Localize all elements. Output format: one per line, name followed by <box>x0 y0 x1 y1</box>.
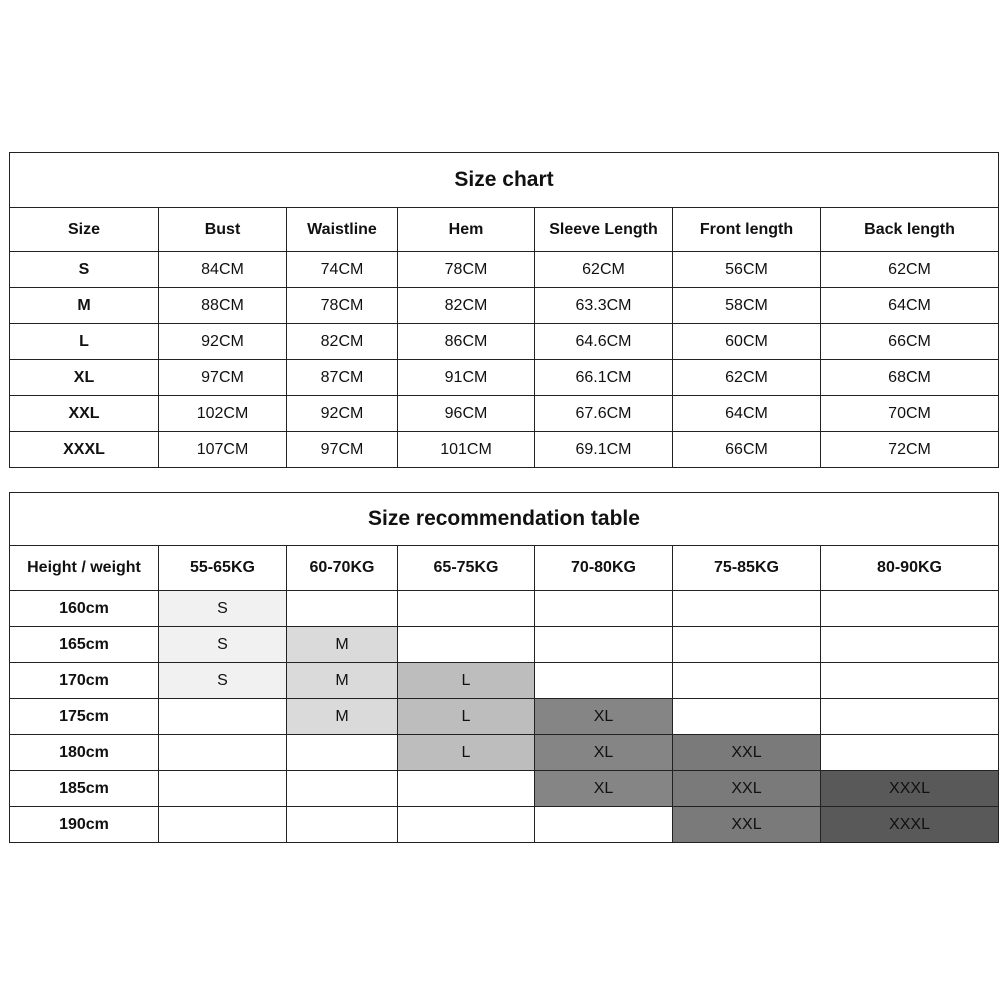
empty-cell <box>287 735 398 771</box>
column-header-waistline: Waistline <box>287 208 398 252</box>
empty-cell <box>159 699 287 735</box>
size-label: S <box>10 252 159 288</box>
table-row <box>10 288 999 324</box>
size-label: M <box>10 288 159 324</box>
column-header-height-weight: Height / weight <box>10 546 159 591</box>
measurement-cell: 62CM <box>821 252 999 288</box>
column-header-size: Size <box>10 208 159 252</box>
recommended-size-cell: M <box>287 627 398 663</box>
measurement-cell: 78CM <box>287 288 398 324</box>
size-label: XXL <box>10 396 159 432</box>
measurement-cell: 72CM <box>821 432 999 468</box>
recommended-size-cell: S <box>159 627 287 663</box>
recommended-size-cell: M <box>287 663 398 699</box>
measurement-cell: 107CM <box>159 432 287 468</box>
recommended-size-cell: XXXL <box>821 771 999 807</box>
measurement-cell: 66CM <box>821 324 999 360</box>
measurement-cell: 68CM <box>821 360 999 396</box>
measurement-cell: 87CM <box>287 360 398 396</box>
table-row <box>10 627 999 663</box>
measurement-cell: 60CM <box>673 324 821 360</box>
table-row <box>10 396 999 432</box>
empty-cell <box>673 699 821 735</box>
measurement-cell: 64CM <box>821 288 999 324</box>
recommendation-body <box>10 591 999 843</box>
measurement-cell: 66.1CM <box>535 360 673 396</box>
measurement-cell: 102CM <box>159 396 287 432</box>
column-header-sleeve-length: Sleeve Length <box>535 208 673 252</box>
measurement-cell: 96CM <box>398 396 535 432</box>
height-label: 170cm <box>10 663 159 699</box>
column-header-bust: Bust <box>159 208 287 252</box>
table-row <box>10 324 999 360</box>
measurement-cell: 64.6CM <box>535 324 673 360</box>
empty-cell <box>398 591 535 627</box>
measurement-cell: 86CM <box>398 324 535 360</box>
measurement-cell: 97CM <box>287 432 398 468</box>
height-label: 160cm <box>10 591 159 627</box>
measurement-cell: 92CM <box>159 324 287 360</box>
height-label: 175cm <box>10 699 159 735</box>
column-header-weight-4: 70-80KG <box>535 546 673 591</box>
recommendation-title: Size recommendation table <box>10 493 999 546</box>
column-header-weight-5: 75-85KG <box>673 546 821 591</box>
empty-cell <box>821 735 999 771</box>
measurement-cell: 97CM <box>159 360 287 396</box>
size-chart-title: Size chart <box>10 153 999 208</box>
table-row <box>10 663 999 699</box>
recommended-size-cell: L <box>398 735 535 771</box>
empty-cell <box>535 591 673 627</box>
recommended-size-cell: XL <box>535 771 673 807</box>
empty-cell <box>821 663 999 699</box>
height-label: 185cm <box>10 771 159 807</box>
measurement-cell: 82CM <box>398 288 535 324</box>
height-label: 165cm <box>10 627 159 663</box>
recommended-size-cell: XXL <box>673 807 821 843</box>
empty-cell <box>398 771 535 807</box>
measurement-cell: 101CM <box>398 432 535 468</box>
table-row <box>10 771 999 807</box>
measurement-cell: 56CM <box>673 252 821 288</box>
empty-cell <box>398 807 535 843</box>
measurement-cell: 70CM <box>821 396 999 432</box>
table-row <box>10 432 999 468</box>
measurement-cell: 69.1CM <box>535 432 673 468</box>
size-recommendation-table <box>9 492 999 843</box>
column-header-front-length: Front length <box>673 208 821 252</box>
measurement-cell: 62CM <box>673 360 821 396</box>
measurement-cell: 62CM <box>535 252 673 288</box>
empty-cell <box>398 627 535 663</box>
recommended-size-cell: XL <box>535 735 673 771</box>
measurement-cell: 92CM <box>287 396 398 432</box>
measurement-cell: 63.3CM <box>535 288 673 324</box>
table-row <box>10 699 999 735</box>
empty-cell <box>673 627 821 663</box>
measurement-cell: 91CM <box>398 360 535 396</box>
recommended-size-cell: L <box>398 699 535 735</box>
table-row <box>10 735 999 771</box>
table-row <box>10 252 999 288</box>
column-header-weight-2: 60-70KG <box>287 546 398 591</box>
empty-cell <box>287 771 398 807</box>
empty-cell <box>535 807 673 843</box>
recommended-size-cell: M <box>287 699 398 735</box>
empty-cell <box>535 663 673 699</box>
empty-cell <box>673 663 821 699</box>
size-label: XXXL <box>10 432 159 468</box>
column-header-back-length: Back length <box>821 208 999 252</box>
size-chart-body <box>10 252 999 468</box>
recommended-size-cell: XXXL <box>821 807 999 843</box>
recommended-size-cell: XXL <box>673 771 821 807</box>
table-row <box>10 807 999 843</box>
empty-cell <box>535 627 673 663</box>
measurement-cell: 64CM <box>673 396 821 432</box>
size-label: XL <box>10 360 159 396</box>
table-row <box>10 591 999 627</box>
recommended-size-cell: S <box>159 591 287 627</box>
recommended-size-cell: XL <box>535 699 673 735</box>
column-header-weight-1: 55-65KG <box>159 546 287 591</box>
empty-cell <box>821 591 999 627</box>
measurement-cell: 84CM <box>159 252 287 288</box>
empty-cell <box>821 627 999 663</box>
recommended-size-cell: S <box>159 663 287 699</box>
column-header-weight-6: 80-90KG <box>821 546 999 591</box>
measurement-cell: 66CM <box>673 432 821 468</box>
size-chart-table <box>9 152 999 468</box>
empty-cell <box>673 591 821 627</box>
measurement-cell: 82CM <box>287 324 398 360</box>
column-header-hem: Hem <box>398 208 535 252</box>
height-label: 190cm <box>10 807 159 843</box>
empty-cell <box>159 807 287 843</box>
empty-cell <box>159 771 287 807</box>
measurement-cell: 58CM <box>673 288 821 324</box>
table-row <box>10 360 999 396</box>
measurement-cell: 74CM <box>287 252 398 288</box>
empty-cell <box>287 807 398 843</box>
recommended-size-cell: XXL <box>673 735 821 771</box>
size-label: L <box>10 324 159 360</box>
measurement-cell: 88CM <box>159 288 287 324</box>
height-label: 180cm <box>10 735 159 771</box>
recommended-size-cell: L <box>398 663 535 699</box>
empty-cell <box>159 735 287 771</box>
empty-cell <box>821 699 999 735</box>
measurement-cell: 78CM <box>398 252 535 288</box>
measurement-cell: 67.6CM <box>535 396 673 432</box>
column-header-weight-3: 65-75KG <box>398 546 535 591</box>
empty-cell <box>287 591 398 627</box>
